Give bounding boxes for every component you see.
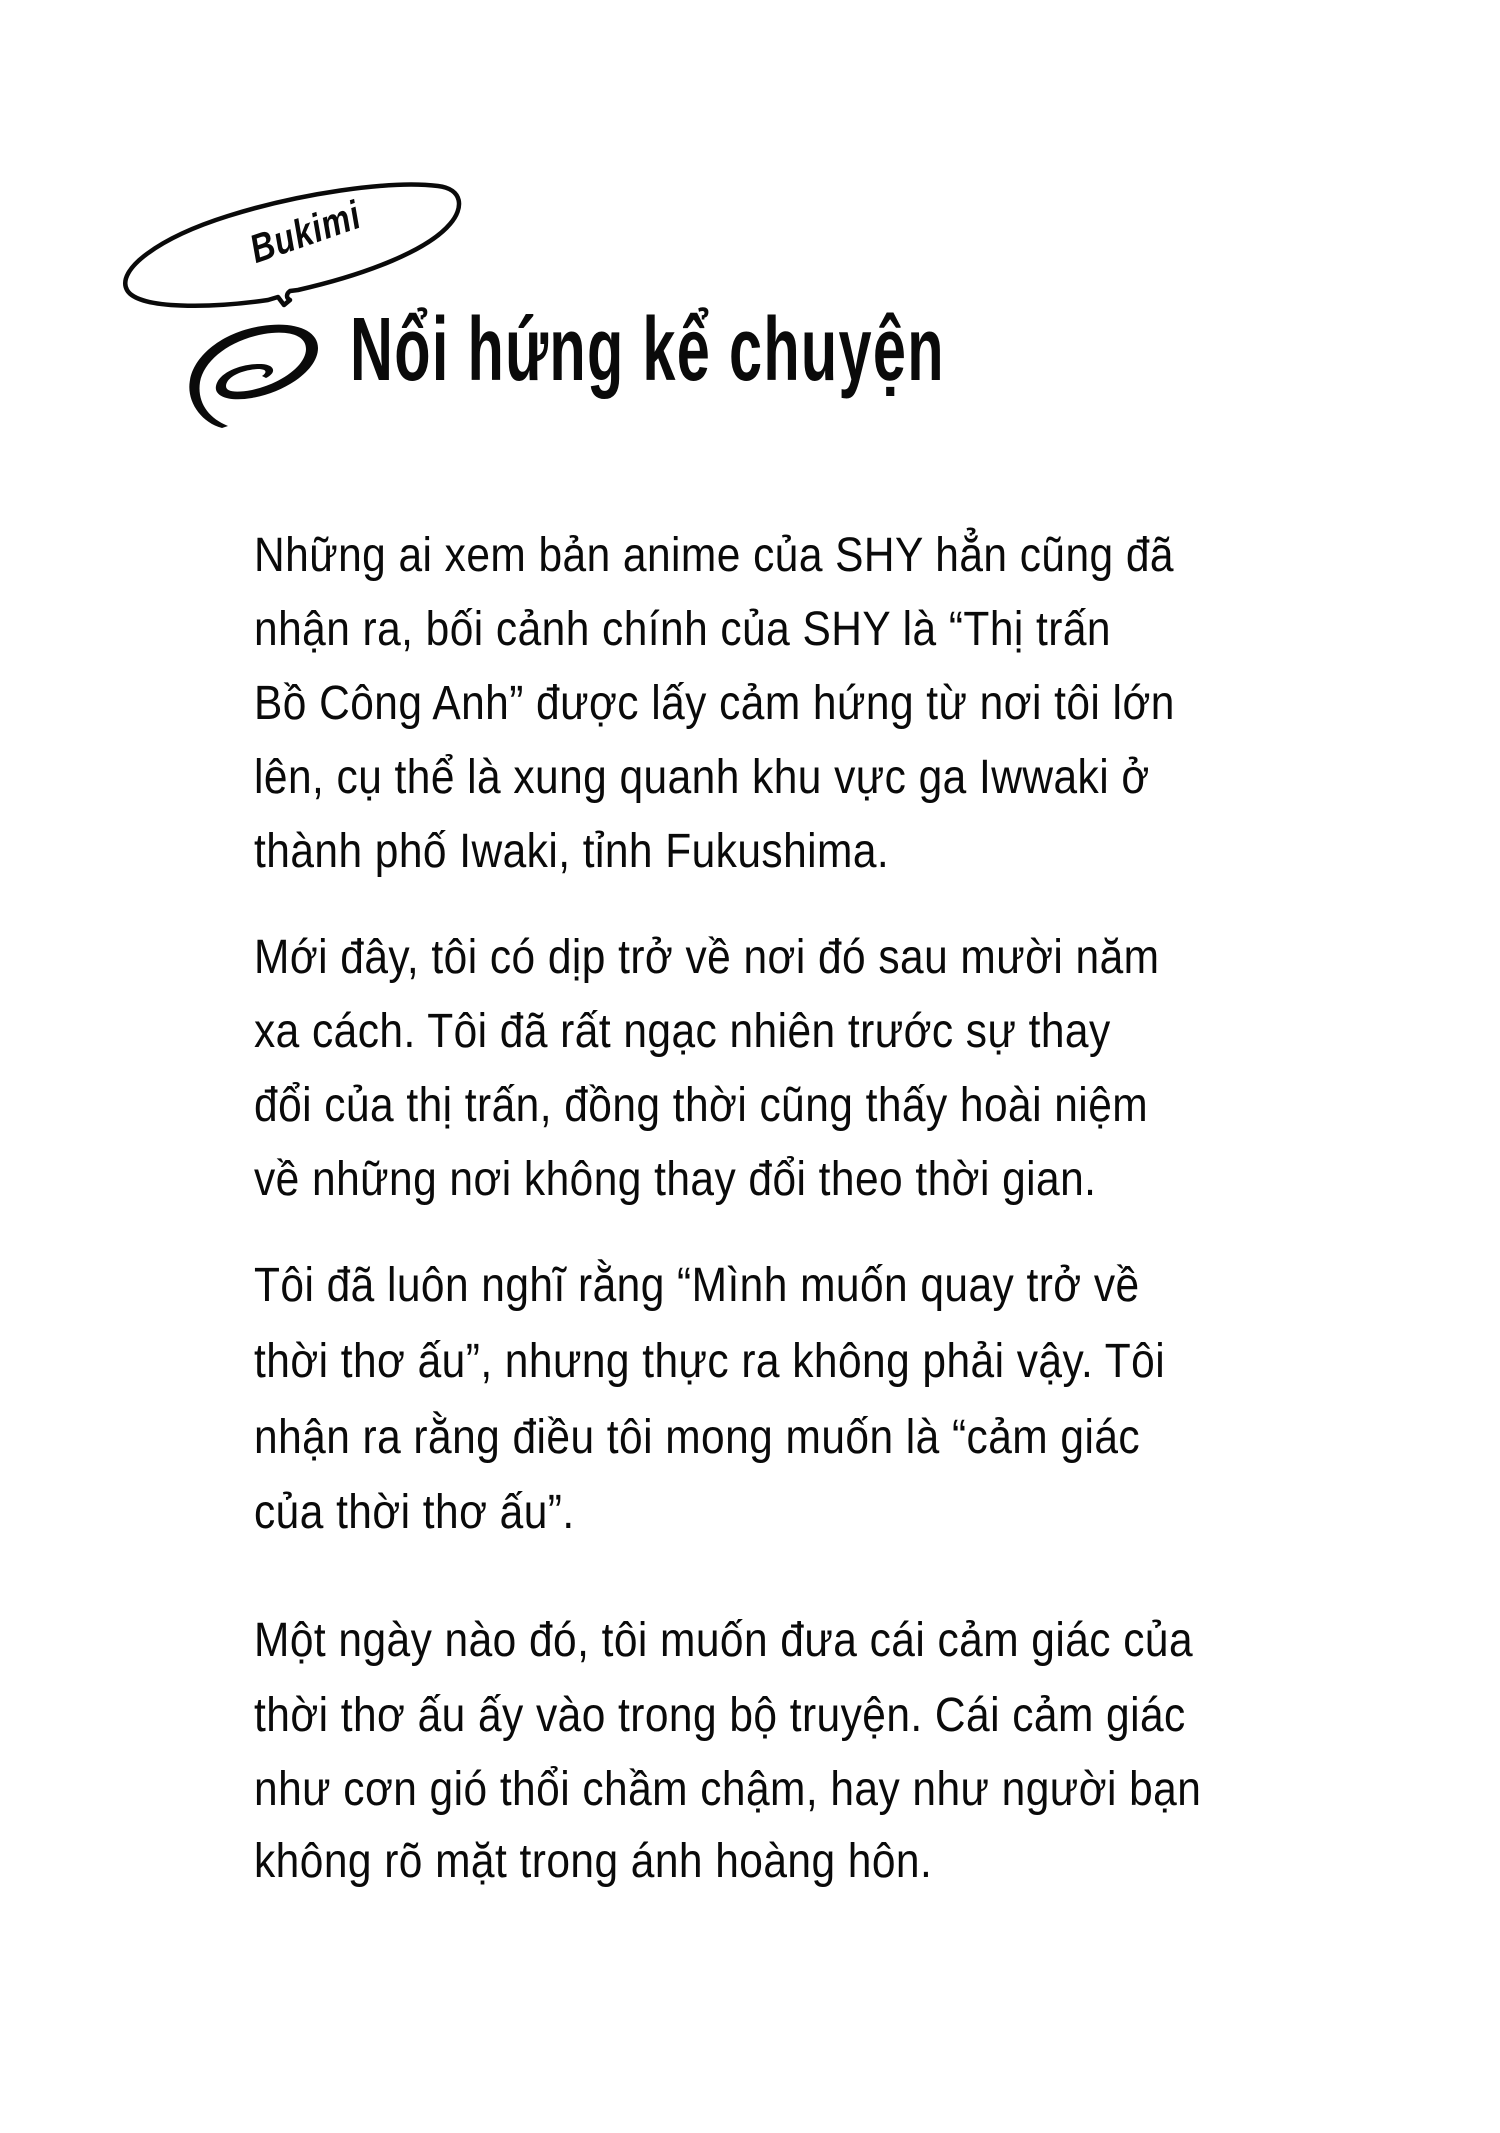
text-line: về những nơi không thay đổi theo thời gian. bbox=[254, 1153, 1097, 1206]
text-line: nhận ra, bối cảnh chính của SHY là “Thị trấn bbox=[254, 603, 1111, 656]
text-line: đổi của thị trấn, đồng thời cũng thấy hoài niệm bbox=[254, 1079, 1149, 1132]
text-line: nhận ra rằng điều tôi mong muốn là “cảm giác bbox=[254, 1411, 1141, 1464]
text-line: thành phố Iwaki, tỉnh Fukushima. bbox=[254, 825, 890, 878]
chapter-title: Nổi hứng kể chuyện bbox=[350, 300, 945, 400]
text-line: như cơn gió thổi chầm chậm, hay như người bạn bbox=[254, 1763, 1202, 1816]
text-line: thời thơ ấu”, nhưng thực ra không phải vậy. Tôi bbox=[254, 1335, 1166, 1388]
text-line: Bồ Công Anh” được lấy cảm hứng từ nơi tôi lớn bbox=[254, 677, 1175, 730]
text-line: thời thơ ấu ấy vào trong bộ truyện. Cái cảm giác bbox=[254, 1689, 1186, 1742]
text-line: không rõ mặt trong ánh hoàng hôn. bbox=[254, 1835, 933, 1888]
author-label: Bukimi bbox=[244, 193, 367, 272]
text-line: xa cách. Tôi đã rất ngạc nhiên trước sự thay bbox=[254, 1005, 1111, 1058]
text-line: Tôi đã luôn nghĩ rằng “Mình muốn quay trở về bbox=[254, 1259, 1140, 1312]
text-line: lên, cụ thể là xung quanh khu vực ga Iwwaki ở bbox=[254, 751, 1150, 804]
text-line: Những ai xem bản anime của SHY hẳn cũng đã bbox=[254, 529, 1174, 582]
text-line: của thời thơ ấu”. bbox=[254, 1486, 575, 1539]
text-line: Một ngày nào đó, tôi muốn đưa cái cảm giác của bbox=[254, 1614, 1194, 1667]
text-line: Mới đây, tôi có dịp trở về nơi đó sau mười năm bbox=[254, 931, 1160, 984]
